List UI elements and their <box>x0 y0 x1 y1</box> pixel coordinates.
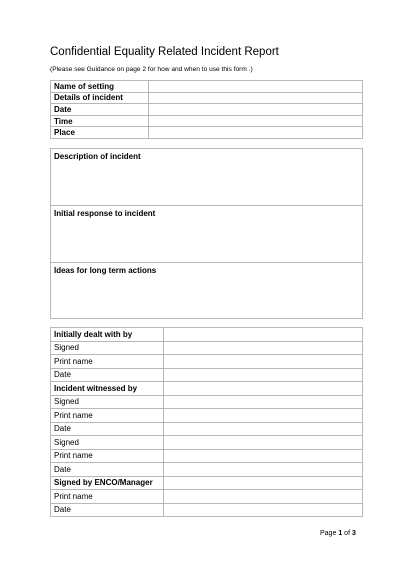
entry-field[interactable] <box>149 81 363 93</box>
description-field[interactable]: Description of incident <box>51 149 363 206</box>
entry-field[interactable] <box>164 503 363 517</box>
entry-field[interactable] <box>164 355 363 369</box>
table-row <box>51 449 363 463</box>
row-label: Date <box>51 368 164 382</box>
table-row <box>51 476 363 490</box>
of-word: of <box>344 530 351 537</box>
row-label: Initially dealt with by <box>51 328 164 342</box>
table-row <box>51 368 363 382</box>
initial-response-field[interactable]: Initial response to incident <box>51 206 363 263</box>
table-row <box>51 382 363 396</box>
row-label: Date <box>51 104 149 116</box>
description-table <box>50 148 363 319</box>
table-row <box>51 104 363 116</box>
entry-field[interactable] <box>164 436 363 450</box>
entry-field[interactable] <box>164 490 363 504</box>
page-indicator <box>320 530 356 537</box>
entry-field[interactable] <box>164 409 363 423</box>
long-term-actions-field[interactable]: Ideas for long term actions <box>51 263 363 319</box>
table-row <box>51 422 363 436</box>
signoff-table <box>50 327 363 517</box>
entry-field[interactable] <box>164 328 363 342</box>
row-label: Signed by ENCO/Manager <box>51 476 164 490</box>
entry-field[interactable] <box>164 382 363 396</box>
table-row <box>51 355 363 369</box>
table-row <box>51 409 363 423</box>
row-label: Print name <box>51 355 164 369</box>
row-label: Date <box>51 503 164 517</box>
table-row <box>51 463 363 477</box>
row-label: Place <box>51 127 149 139</box>
entry-field[interactable] <box>149 92 363 104</box>
row-label: Print name <box>51 449 164 463</box>
row-label: Time <box>51 115 149 127</box>
total-pages: 3 <box>351 530 356 537</box>
table-row[interactable] <box>51 206 363 263</box>
row-label: Signed <box>51 341 164 355</box>
entry-field[interactable] <box>164 368 363 382</box>
entry-field[interactable] <box>164 449 363 463</box>
entry-field[interactable] <box>164 463 363 477</box>
row-label: Print name <box>51 409 164 423</box>
row-label: Incident witnessed by <box>51 382 164 396</box>
entry-field[interactable] <box>149 104 363 116</box>
document-subtitle: (Please see Guidance on page 2 for how and when to use this form .) <box>50 66 253 73</box>
entry-field[interactable] <box>164 395 363 409</box>
table-row <box>51 127 363 139</box>
table-row <box>51 115 363 127</box>
entry-field[interactable] <box>164 341 363 355</box>
row-label: Signed <box>51 436 164 450</box>
row-label: Date <box>51 463 164 477</box>
entry-field[interactable] <box>164 476 363 490</box>
row-label: Name of setting <box>51 81 149 93</box>
table-row <box>51 81 363 93</box>
current-page: 1 <box>338 530 343 537</box>
page-word: Page <box>320 530 337 537</box>
entry-field[interactable] <box>149 127 363 139</box>
row-label: Signed <box>51 395 164 409</box>
document-title: Confidential Equality Related Incident Report <box>50 46 279 58</box>
table-row <box>51 328 363 342</box>
table-row <box>51 395 363 409</box>
row-label: Details of incident <box>51 92 149 104</box>
details-table <box>50 80 363 139</box>
entry-field[interactable] <box>149 115 363 127</box>
row-label: Print name <box>51 490 164 504</box>
table-row[interactable] <box>51 263 363 319</box>
row-label: Date <box>51 422 164 436</box>
entry-field[interactable] <box>164 422 363 436</box>
table-row[interactable] <box>51 149 363 206</box>
table-row <box>51 92 363 104</box>
table-row <box>51 490 363 504</box>
table-row <box>51 436 363 450</box>
table-row <box>51 341 363 355</box>
table-row <box>51 503 363 517</box>
